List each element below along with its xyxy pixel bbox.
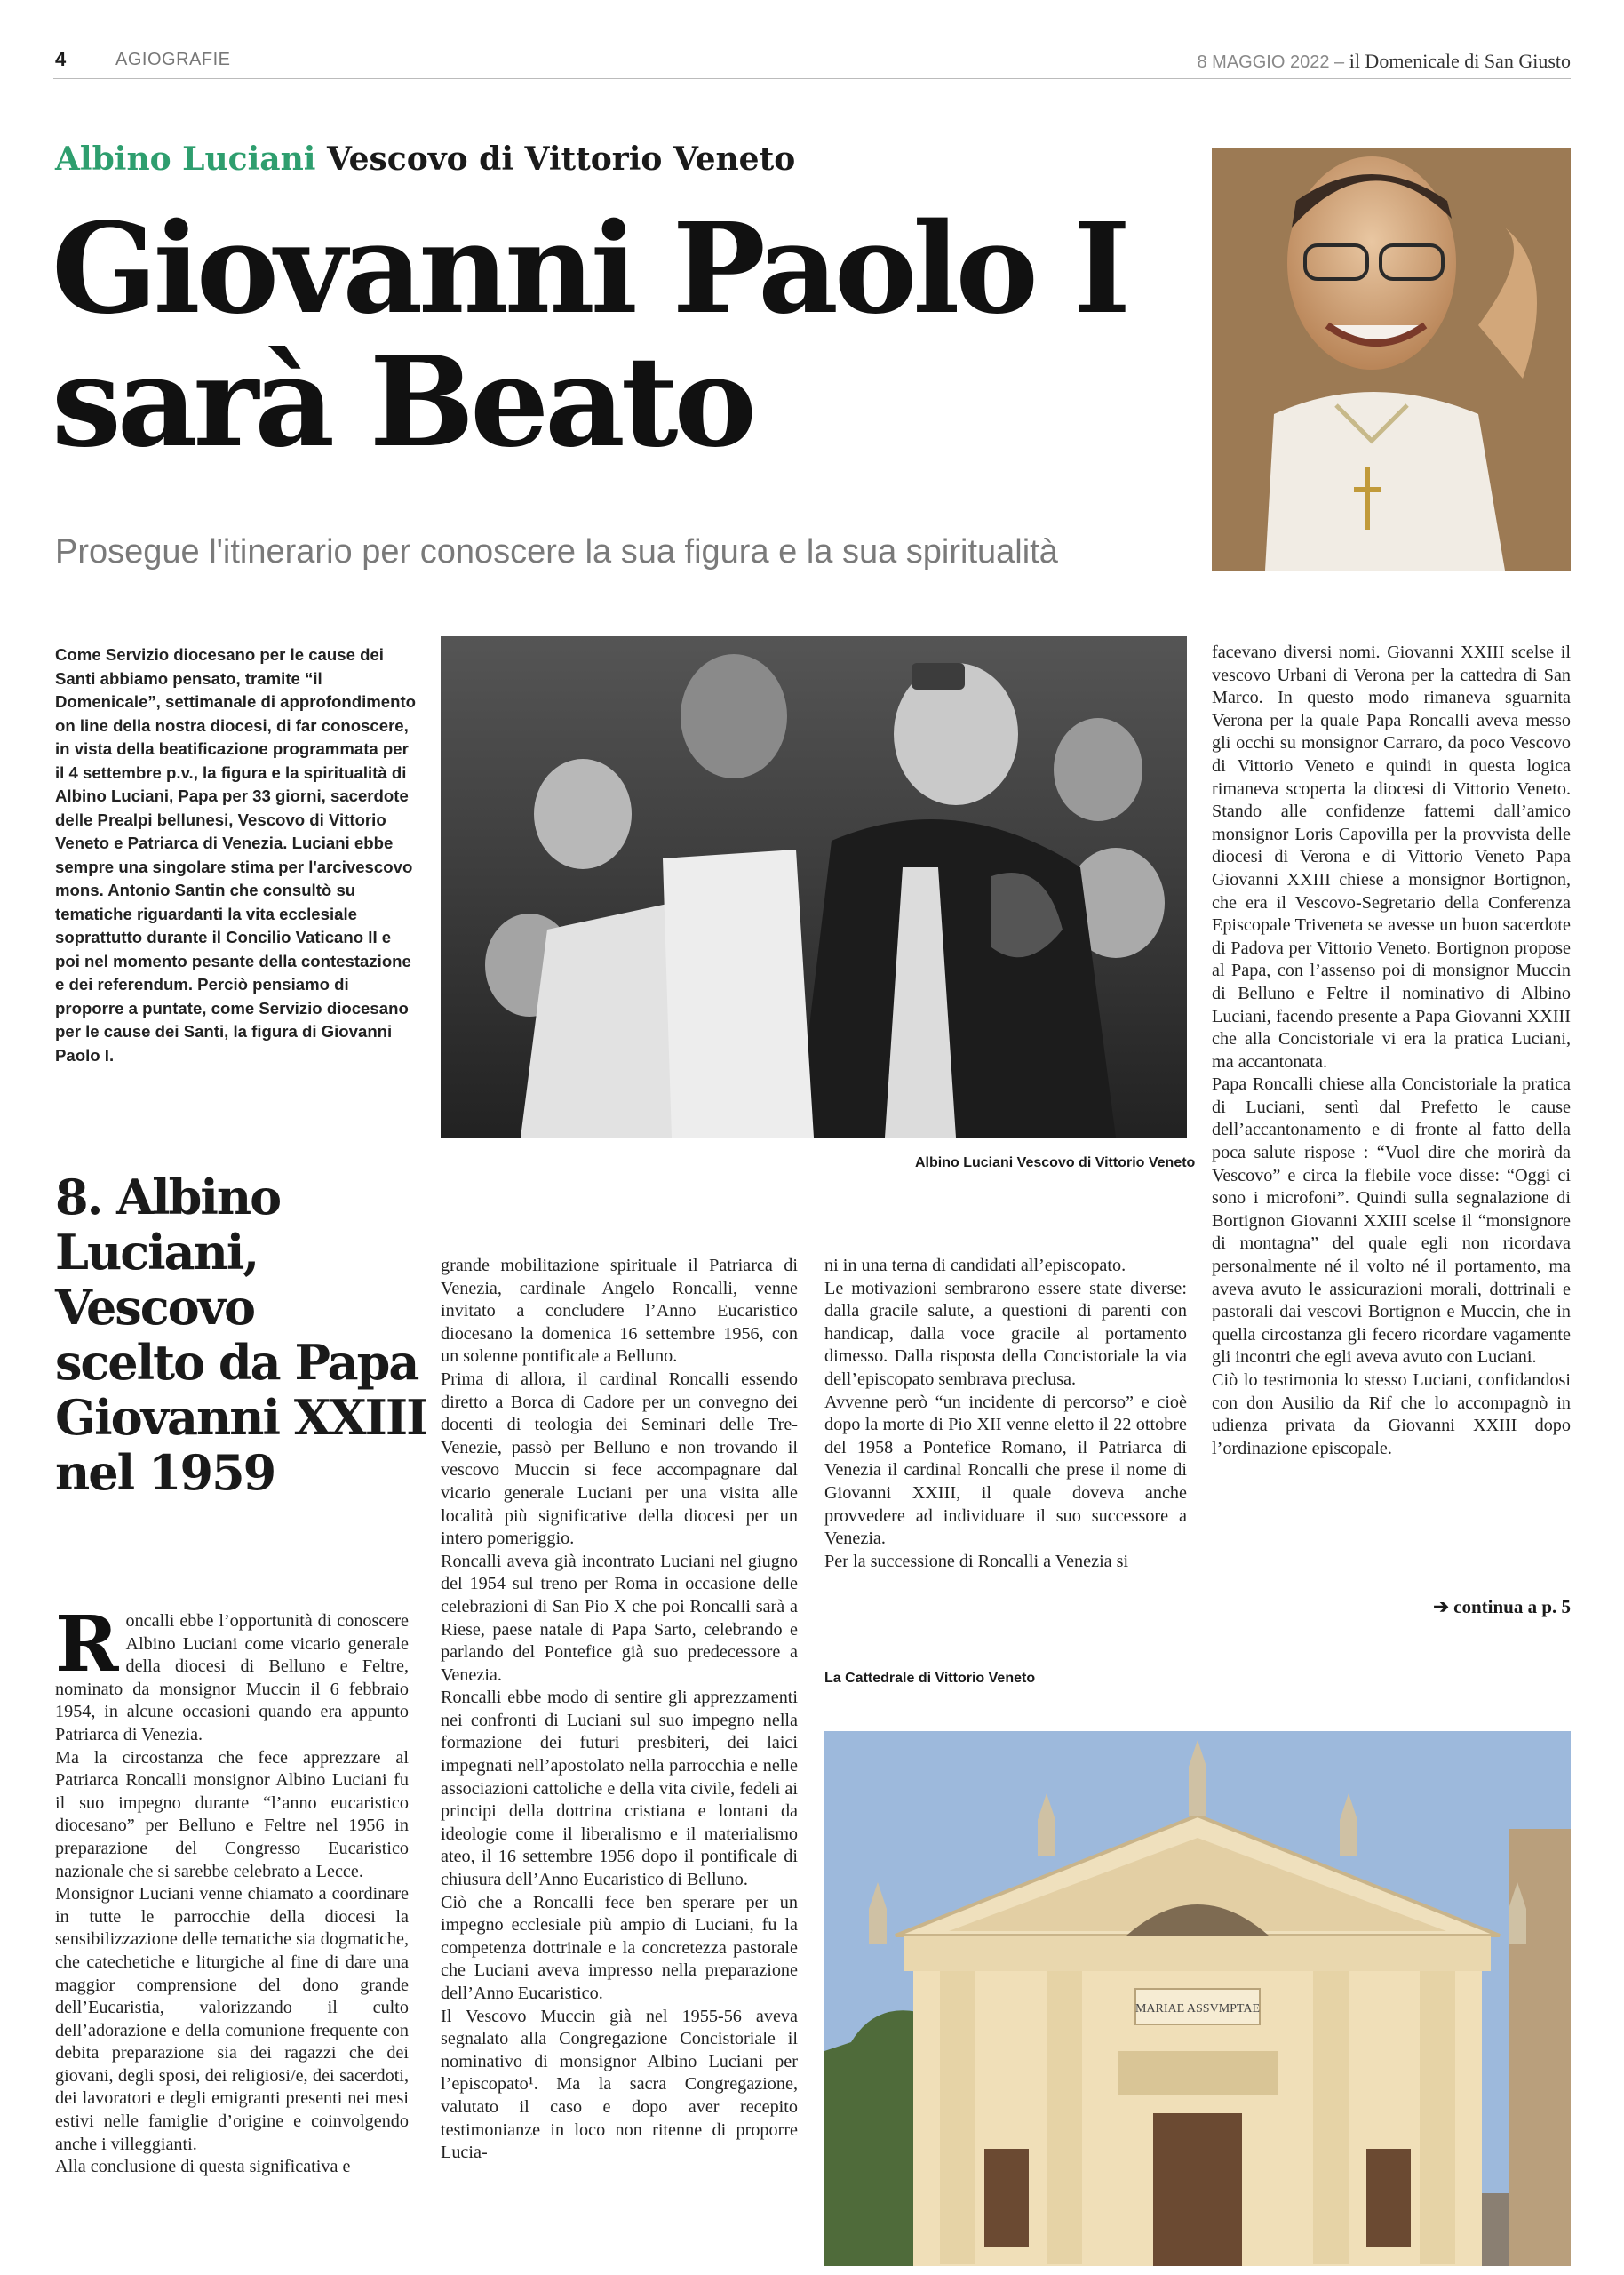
portrait-photo	[1212, 148, 1571, 571]
section-title-line: Luciani,	[55, 1224, 259, 1281]
paragraph: Alla conclusione di questa significativa e	[55, 2157, 351, 2177]
paragraph: Ciò che a Roncalli fece ben sperare per un impegno ecclesiale più ampio di Luciani, fu la competenza dottrinale e la concretezza pastorale che Luciani aveva impresso nella preparazione dell’Anno Eucaristico.	[441, 1892, 798, 2003]
section-title	[55, 1169, 427, 1501]
paragraph: Ciò lo testimonia lo stesso Luciani, confidandosi con don Ausilio da Rif che lo accompagnò in udienza privata da Giovanni XXIII dopo l’ordinazione episcopale.	[1212, 1370, 1571, 1458]
paragraph: Papa Roncalli chiese alla Concistoriale la pratica di Luciani, sentì dal Prefetto le cause dell’accantonamento e di fronte al fatto della poca salute rispose : “Vuol dire che morirà da Vescovo” e circa la flebile voce disse: “Oggi ci sono i microfoni”. Quindi sulla segnalazione di Bortignon Giovanni XXIII scelse il “monsignore di montagna” del quale egli non ricordava personalmente né il volto né il portamento, ma aveva avuto le assicurazioni morali, dottrinali e pastorali dai vescovi Bortignon e Muccin, che in quella circostanza gli fecero ricordare vagamente gli incontri che egli aveva avuto con Luciani.	[1212, 1074, 1571, 1368]
luciani-photo	[441, 636, 1187, 1138]
intro-box	[55, 643, 419, 1067]
deck: Prosegue l'itinerario per conoscere la sua figura e la sua spiritualità	[55, 533, 1058, 571]
photo-caption-cathedral: La Cattedrale di Vittorio Veneto	[824, 1671, 1036, 1686]
paragraph: Avvenne però “un incidente di percorso” e cioè dopo la morte di Pio XII venne eletto il 22 ottobre del 1958 a Pontefice Romano, il Patriarca di Venezia il cardinal Roncalli che prese il nome di Giovanni XXIII, il quale doveva anche provvedere ad individuare il suo successore a Venezia.	[824, 1392, 1187, 1549]
paper-name: il Domenicale di San Giusto	[1349, 50, 1571, 72]
paragraph	[55, 1600, 409, 1747]
section-title-line: nel 1959	[55, 1444, 275, 1501]
paragraph: Ma la circostanza che fece apprezzare al Patriarca Roncalli monsignor Albino Luciani fu il suo impegno durante “l’anno eucaristico diocesano” per Belluno e Feltre nel 1956 in preparazione del Congresso Eucaristico nazionale che si sarebbe celebrato a Lecce.	[55, 1747, 409, 1881]
continued-link[interactable]: ➔ continua a p. 5	[1433, 1596, 1571, 1617]
cathedral-photo	[824, 1731, 1571, 2266]
header-rule	[53, 78, 1571, 79]
paragraph: ni in una terna di candidati all’episcopato.	[824, 1256, 1126, 1275]
kicker-highlight: Albino Luciani	[55, 140, 316, 178]
issue-separator: –	[1329, 52, 1349, 72]
luciani-photo-illustration	[441, 636, 1187, 1138]
headline-line-2: sarà Beato	[52, 330, 752, 475]
portrait-illustration	[1212, 148, 1571, 571]
article-column-2	[441, 1255, 798, 2165]
section-title-line: Giovanni XXIII	[55, 1389, 427, 1446]
section-title-line: scelto da Papa	[55, 1334, 418, 1391]
article-column-1	[55, 1600, 409, 2179]
paragraph-text: oncalli ebbe l’opportunità di conoscere Albino Luciani come vicario generale della diocesi di Belluno e Feltre, nominato da monsignor Muccin il 6 febbraio 1954, in alcune occasioni quando era appunto Patriarca di Venezia.	[55, 1611, 409, 1744]
paragraph: facevano diversi nomi. Giovanni XXIII scelse il vescovo Urbani di Verona per la cattedra di San Marco. In questo modo rimaneva sguarnita Verona per la quale Papa Roncalli aveva messo gli occhi su monsignor Carraro, da poco Vescovo di Vittorio Veneto e quindi in questa logica rimaneva scoperta la diocesi di Vittorio Veneto. Stando alle confidenze fattemi dall’amico monsignor Loris Capovilla per la provvista delle diocesi di Verona e di Vittorio Veneto Papa Giovanni XXIII chiese a monsignor Bortignon, che era il Vescovo-Segretario della Conferenza Episcopale Triveneta se avesse un buon sacerdote di Padova per Vittorio Veneto. Bortignon propose al Papa, con l’assenso poi di monsignor Muccin di Belluno e Feltre il nominativo di Albino Luciani, facendo presente a Papa Giovanni XXIII che alla Concistoriale vi era la pratica Luciani, ma accantonata.	[1212, 643, 1571, 1072]
issue-info	[1197, 50, 1571, 73]
issue-date: 8 MAGGIO 2022	[1197, 52, 1330, 72]
cathedral-illustration	[824, 1731, 1571, 2266]
paragraph: Monsignor Luciani venne chiamato a coordinare in tutte le parrocchie della diocesi la sensibilizzazione delle tematiche sia dogmatiche, che catechetiche e liturgiche al fine di dare una maggior comprensione del dono grande dell’Eucaristia, valorizzando il culto dell’adorazione e della comunione frequente con debita preparazione sia dei ragazzi che dei giovani, degli sposi, dei religiosi/e, dei sacerdoti, dei lavoratori e degli emigranti presenti nei mesi estivi nelle famiglie d’origine e coinvolgendo anche i villeggianti.	[55, 1884, 409, 2154]
article-column-3	[824, 1255, 1187, 1573]
kicker	[55, 140, 795, 178]
paragraph: Il Vescovo Muccin già nel 1955-56 aveva segnalato alla Congregazione Concistoriale il nominativo di monsignor Albino Luciani per l’episcopato¹. Ma la sacra Congregazione, valutato il caso e dopo aver recepito testimonianze in loco non ritenne di proporre Lucia-	[441, 2006, 798, 2163]
section-title-line: Vescovo	[55, 1279, 254, 1336]
paragraph: Prima di allora, il cardinal Roncalli essendo diretto a Borca di Cadore per un convegno dei docenti di teologia dei Seminari delle Tre-Venezie, passò per Belluno e non trovando il vescovo Muccin si fece accompagnare dal vicario generale Luciani per una visita alle località più significative della diocesi per un intero pomeriggio.	[441, 1369, 798, 1549]
drop-cap: R	[55, 1600, 119, 1689]
paragraph: Roncalli aveva già incontrato Luciani nel giugno del 1954 sul treno per Roma in occasione delle celebrazioni di San Pio X che poi Roncalli sarà a Riese, paese natale di Papa Sarto, celebrando e parlando del Pontefice già suo predecessore a Venezia.	[441, 1551, 798, 1685]
article-column-4	[1212, 642, 1571, 1460]
page-number: 4	[55, 48, 67, 70]
paragraph: Le motivazioni sembrarono essere state diverse: dalla gracile salute, a questioni di parenti con handicap, dalla voce gracile al portamento dimesso. Dalla risposta della Concistoriale la via dell’episcopato sembrava preclusa.	[824, 1278, 1187, 1389]
section-title-line: 8. Albino	[55, 1169, 281, 1225]
paragraph: Per la successione di Roncalli a Venezia si	[824, 1551, 1129, 1571]
cathedral-inscription: MARIAE ASSVMPTAE	[1134, 2002, 1261, 2016]
intro-text: Come Servizio diocesano per le cause dei Santi abbiamo pensato, tramite “il Domenicale”, settimanale di approfondimento on line della nostra diocesi, di far conoscere, in vista della beatificazione programmata per il 4 settembre p.v., la figura e la spiritualità di Albino Luciani, Papa per 33 giorni, sacerdote delle Prealpi bellunesi, Vescovo di Vittorio Veneto e Patriarca di Venezia. Luciani ebbe sempre una singolare stima per l'arcivescovo mons. Antonio Santin che consultò su tematiche riguardanti la vita ecclesiale soprattutto durante il Concilio Vaticano II e poi nel momento pesante della contestazione e dei referendum. Perciò pensiamo di proporre a puntate, come Servizio diocesano per le cause dei Santi, la figura di Giovanni Paolo I.	[55, 645, 417, 1065]
paragraph: grande mobilitazione spirituale il Patriarca di Venezia, cardinale Angelo Roncalli, venne invitato a concludere l’Anno Eucaristico diocesano la domenica 16 settembre 1956, con un solenne pontificale a Belluno.	[441, 1256, 798, 1367]
headline	[52, 196, 1171, 475]
headline-line-1: Giovanni Paolo I	[52, 196, 1127, 342]
section-label: AGIOGRAFIE	[115, 50, 231, 69]
paragraph: Roncalli ebbe modo di sentire gli apprezzamenti nei confronti di Luciani sul suo impegno nella formazione dei futuri presbiteri, dei laici impegnati nell’apostolato nella parrocchia e nelle associazioni cattoliche e della vita civile, fedeli ai principi della dottrina cristiana e lontani da ideologie come il liberalismo e il materialismo ateo, il 16 settembre 1956 dopo il pontificale di chiusura dell’Anno Eucaristico di Belluno.	[441, 1688, 798, 1890]
photo-caption-luciani: Albino Luciani Vescovo di Vittorio Veneto	[915, 1155, 1196, 1170]
kicker-rest: Vescovo di Vittorio Veneto	[315, 140, 796, 178]
